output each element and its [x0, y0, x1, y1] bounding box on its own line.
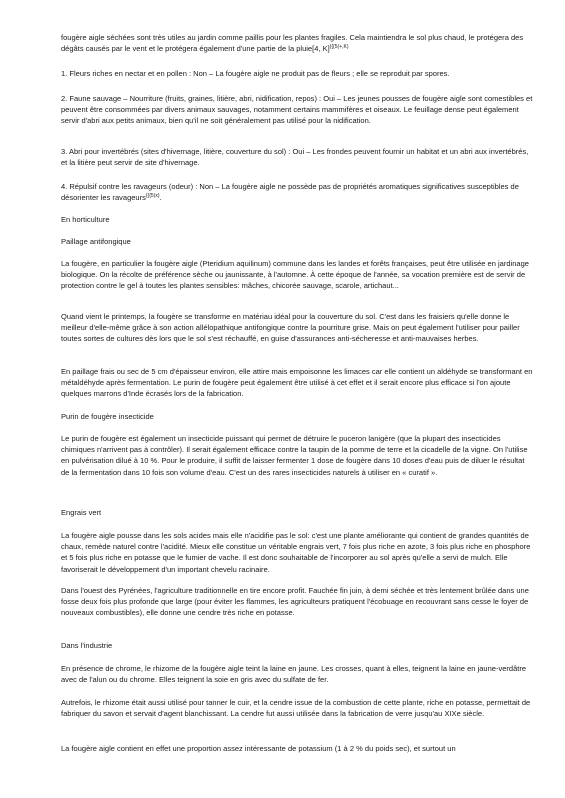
paragraph-printemps: Quand vient le printemps, la fougère se transforme en matériau idéal pour la couverture du sol. C'est dans les fraisiers qu'elle donne le meilleur d'elle-même grâce à son action allélopathique antifongique contre la pourriture grise. Mais on peut également l'utiliser pour pailler toutes sortes de cultures dès lors que le sol s'est réchauffé, en guise d'assurances anti-sécheresse et anti-mauvaises herbes. [61, 312, 520, 344]
paragraph-purin: Le purin de fougère est également un insecticide puissant qui permet de détruire le puceron lanigère (que la plupart des insecticides chimiques n'arrivent pas à contrôler). Il serait également efficace contre la taupin de la pomme de terre et la cicadelle de la vigne. On l'utilise en pulvérisation dilué à 10 %. Pour le produire, il suffit de laisser fermenter 1 dose de fougère dans 10 doses d'eau puis de diluer le résultat de la fermentation dans 10 fois son volume d'eau. C'est un des rares insecticides naturels à utiliser en « curatif ». [61, 434, 528, 477]
paragraph-repulsif-end: . [159, 193, 162, 203]
paragraph-potassium: La fougère aigle contient en effet une proportion assez intéressante de potassium (1 à 2 % du poids sec), et surtout un [61, 744, 456, 753]
heading-engrais: Engrais vert [61, 508, 102, 517]
paragraph-engrais: La fougère aigle pousse dans les sols acides mais elle n'acidifie pas le sol: c'est une plante améliorante qui contient de grandes quantités de chaux, remède naturel contre l'acidité. Mieux elle constitue un véritable engrais vert, 7 fois plus riche en azote, 3 fois plus riche en phosphore et 5 fois plus riche en potasse que le fumier de vache. Il est donc souhaitable de l'incorporer au sol après qu'elle a servi de mulch. Elle favoriserait le développement d'un important chevelu racinaire. [61, 531, 531, 574]
paragraph-paillis [61, 32, 533, 54]
heading-paillage: Paillage antifongique [61, 237, 131, 246]
heading-purin: Purin de fougère insecticide [61, 412, 154, 421]
citation-sup: {{{5(x) [145, 193, 160, 200]
paragraph-fougere-aigle: La fougère, en particulier la fougère aigle (Pteridium aquilinum) commune dans les landes et forêts françaises, peut être utilisée en jardinage biologique. On la récolte de préférence sèche ou jaunissante, à l'automne. À cette époque de l'année, sa vocation première est de servir de protection contre le gel à toutes les plantes sensibles: mâches, chicorée sauvage, scarole, artichaut... [61, 259, 529, 291]
heading-horticulture: En horticulture [61, 215, 110, 224]
heading-industrie: Dans l'industrie [61, 641, 113, 650]
paragraph-abri: 3. Abri pour invertébrés (sites d'hivernage, litière, couverture du sol) : Oui – Les frondes peuvent fournir un habitat et un abri aux invertébrés, et la litière peut servir de site d'hivernage. [61, 147, 529, 168]
paragraph-repulsif [61, 181, 533, 203]
paragraph-pyrenees: Dans l'ouest des Pyrénées, l'agriculture traditionnelle en tire encore profit. Fauchée fin juin, à demi séchée et très lentement brûlée dans une fosse deux fois plus profonde que large (pour éviter les flammes, les agriculteurs pratiquent l'écobuage en recouvrant sans cesse le foyer de nouveaux combustibles), elle donne une cendre très riche en potasse. [61, 586, 529, 618]
paragraph-limaces: En paillage frais ou sec de 5 cm d'épaisseur environ, elle attire mais empoisonne les limaces car elle contient un aldéhyde se transformant en métaldéhyde après fermentation. Le purin de fougère peut également être utilisé à cet effet et il serait encore plus efficace si l'on ajoute quelques marrons d'Inde écrasés lors de la fabrication. [61, 367, 533, 399]
paragraph-paillis-text: fougère aigle séchées sont très utiles au jardin comme paillis pour les plantes fragiles. Cela maintiendra le sol plus chaud, le protégera des dégâts causés par le vent et le protégera également d'une partie de la pluie[4, K] [61, 33, 524, 54]
paragraph-chrome: En présence de chrome, le rhizome de la fougère aigle teint la laine en jaune. Les crosses, quant à elles, teignent la laine en jaune-verdâtre avec de l'alun ou du chrome. Elles teignent la soie en gris avec du sulfate de fer. [61, 664, 527, 685]
citation-sup: {{{5(+,K) [329, 44, 349, 51]
paragraph-repulsif-text: 4. Répulsif contre les ravageurs (odeur) : Non – La fougère aigle ne possède pas de propriétés aromatiques significatives susceptibles de désorienter les ravageurs [61, 182, 519, 203]
paragraph-fleurs: 1. Fleurs riches en nectar et en pollen : Non – La fougère aigle ne produit pas de fleurs ; elle se reproduit par spores. [61, 69, 450, 78]
paragraph-rhizome: Autrefois, le rhizome était aussi utilisé pour tanner le cuir, et la cendre issue de la combustion de cette plante, riche en potasse, permettait de fabriquer du savon et servait d'agent blanchissant. La cendre fut aussi utilisée dans la fabrication de verre jusqu'au XIXe siècle. [61, 698, 531, 719]
paragraph-faune: 2. Faune sauvage – Nourriture (fruits, graines, litière, abri, nidification, repos) : Oui – Les jeunes pousses de fougère aigle sont comestibles et peuvent être consommées par divers animaux sauvages, notamment certains mammifères et oiseaux. Le feuillage dense peut également servir d'abri aux petits animaux, bien qu'il ne soit généralement pas utilisé pour la nidification. [61, 94, 533, 126]
